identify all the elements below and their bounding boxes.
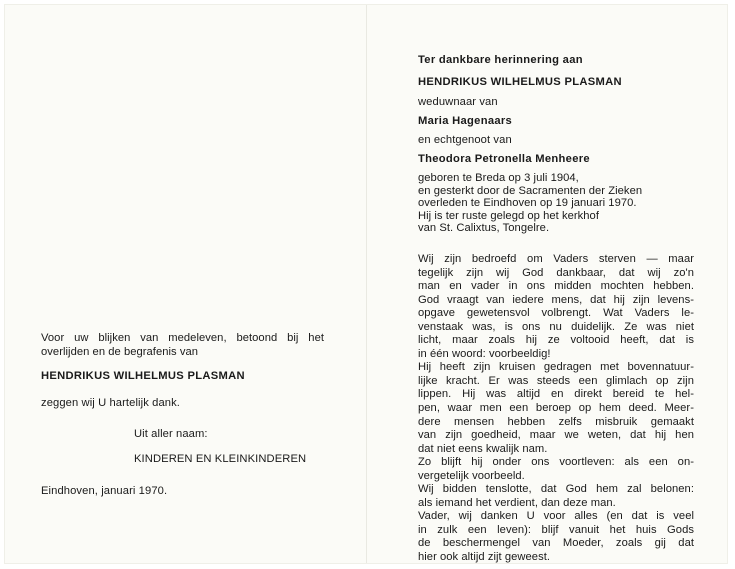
memorial-text-line: hier ook altijd zijt geweest. bbox=[418, 551, 551, 564]
thanks-intro bbox=[41, 332, 324, 359]
first-wife-name: Maria Hagenaars bbox=[418, 115, 513, 127]
memorial-text-line: man en vader in ons midden mochten hebben. bbox=[418, 280, 694, 293]
memorial-text-line: Vader, wij danken U voor alles (en dat is veel bbox=[418, 510, 694, 523]
memorial-text-line: Zo blijft hij onder ons voortleven: als een on- bbox=[418, 456, 694, 469]
memorial-text-line: vergetelijk voorbeeld. bbox=[418, 469, 525, 482]
memorial-text-line: als iemand het verdient, dan deze man. bbox=[418, 496, 616, 509]
second-wife-name: Theodora Petronella Menheere bbox=[418, 153, 590, 165]
memorial-text-line: in zulk een leven): blijf vanuit het huis Gods bbox=[418, 523, 694, 536]
memorial-text-line: van zijn goedheid, maar we weten, dat hij hen bbox=[418, 429, 694, 442]
memorial-text-line: in één woord: voorbeeldig! bbox=[418, 347, 551, 360]
biography bbox=[418, 172, 688, 235]
biography-line: overleden te Eindhoven op 19 januari 1970. bbox=[418, 197, 637, 209]
thanks-intro-line: Voor uw blijken van medeleven, betoond bij het bbox=[41, 332, 324, 344]
memorial-text-line: pen, waar men een beroep op hem deed. Meer- bbox=[418, 402, 694, 415]
family-signature: KINDEREN EN KLEINKINDEREN bbox=[134, 453, 307, 465]
thanks-intro-line: overlijden en de begrafenis van bbox=[41, 345, 199, 358]
memorial-text-line: venstaak was, is ons nu duidelijk. Ze was niet bbox=[418, 320, 694, 333]
memorial-text-line: de beschermengel van Moeder, zoals gij dat bbox=[418, 537, 694, 550]
widower-of-label: weduwnaar van bbox=[418, 96, 498, 108]
biography-line: Hij is ter ruste gelegd op het kerkhof bbox=[418, 209, 599, 222]
memorial-text-line: dat niet eens kwalijk nam. bbox=[418, 442, 548, 455]
deceased-name-left: HENDRIKUS WILHELMUS PLASMAN bbox=[41, 370, 245, 382]
memorial-text-line: Wij bidden tenslotte, dat God hem zal belonen: bbox=[418, 483, 694, 496]
memorial-text-line: lippen. Hij was altijd en direkt bereid te hel- bbox=[418, 388, 694, 401]
deceased-name-right: HENDRIKUS WILHELMUS PLASMAN bbox=[418, 76, 622, 88]
memorial-text-line: tegelijk zijn wij God dankbaar, dat wij zo'n bbox=[418, 266, 694, 279]
memorial-text-line: opgave gewetensvol volbrengt. Wat Vaders le- bbox=[418, 307, 694, 320]
memorial-text-line: lijke kracht. Er was steeds een glimlach op zijn bbox=[418, 374, 694, 387]
biography-line: en gesterkt door de Sacramenten der Zieken bbox=[418, 184, 643, 197]
thanks-text: zeggen wij U hartelijk dank. bbox=[41, 397, 180, 409]
memorial-heading: Ter dankbare herinnering aan bbox=[418, 54, 583, 66]
memorial-text-line: God vraagt van iedere mens, dat hij zijn levens- bbox=[418, 293, 694, 306]
memorial-text bbox=[418, 253, 694, 565]
card-fold-line bbox=[366, 5, 367, 563]
memorial-text-line: Hij heeft zijn kruisen gedragen met bovennatuur- bbox=[418, 361, 694, 374]
biography-line: geboren te Breda op 3 juli 1904, bbox=[418, 172, 579, 184]
memorial-text-line: dere mensen hebben zelfs misbruik gemaakt bbox=[418, 415, 694, 428]
place-date: Eindhoven, januari 1970. bbox=[41, 485, 168, 497]
biography-line: van St. Calixtus, Tongelre. bbox=[418, 222, 550, 234]
memorial-text-line: Wij zijn bedroefd om Vaders sterven — maar bbox=[418, 253, 694, 265]
memorial-text-line: licht, maar zoals hij ze voltooid heeft, dat is bbox=[418, 334, 694, 347]
on-behalf-label: Uit aller naam: bbox=[134, 428, 208, 440]
spouse-of-label: en echtgenoot van bbox=[418, 134, 512, 146]
